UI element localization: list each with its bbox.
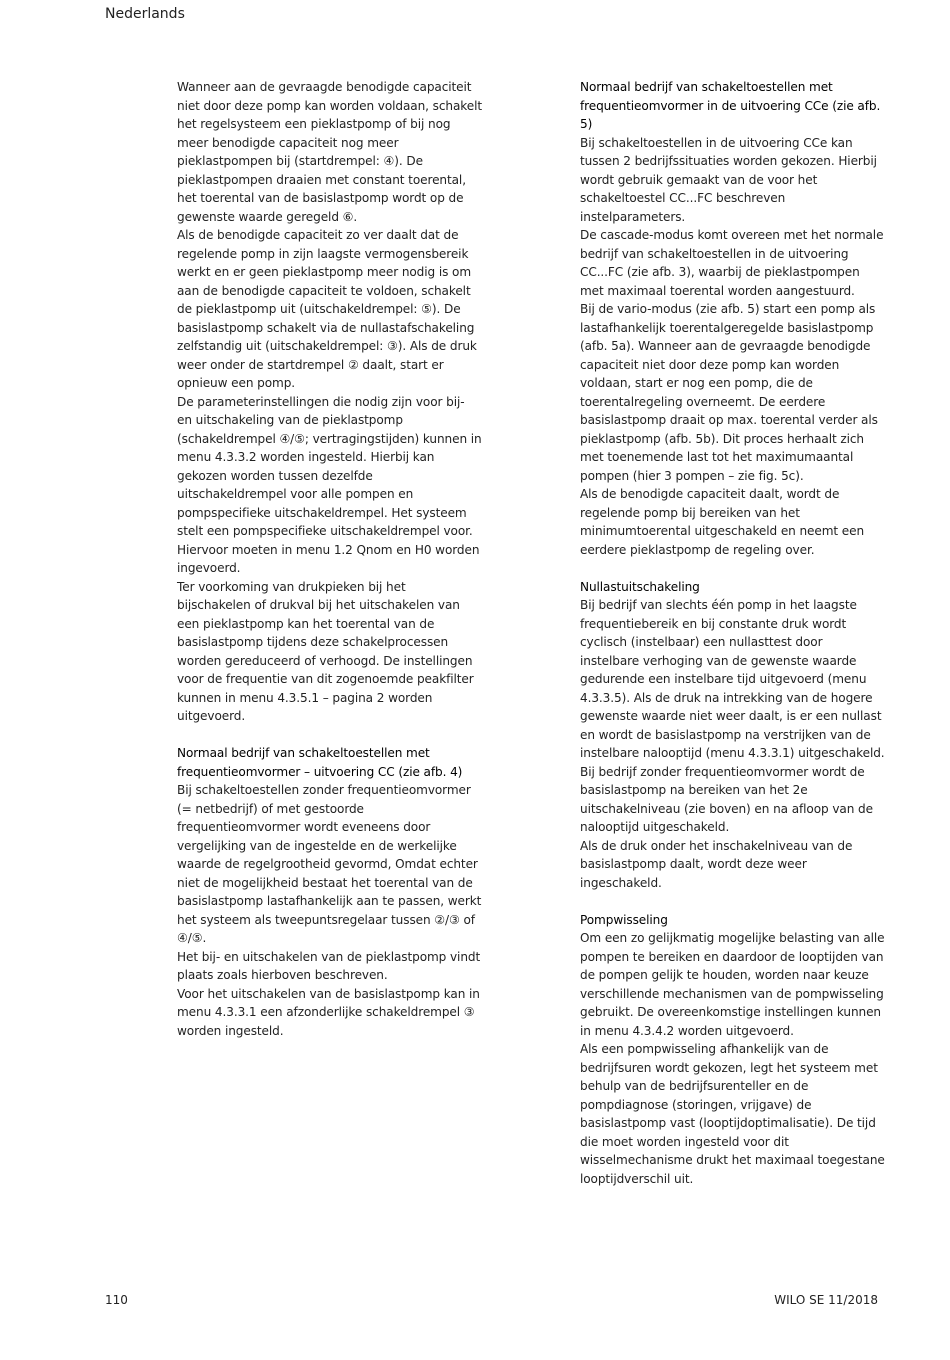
page-number: 110 [105,1293,128,1307]
paragraph: Bij de vario-modus (zie afb. 5) start een pomp als lastafhankelijk toerentalgeregelde basislastpomp (afb. 5a). Wanneer aan de gevraagde benodigde capaciteit niet door deze pomp kan worden voldaan, start er nog een pomp, die de toerentalregeling overneemt. De eerdere basislastpomp draait op max. toerental verder als pieklastpomp (afb. 5b). Dit proces herhaalt zich met toenemende last tot het maximumaantal pompen (hier 3 pompen – zie fig. 5c). [580,302,878,483]
paragraph: Bij bedrijf van slechts één pomp in het laagste frequentiebereik en bij constante druk wordt cyclisch (instelbaar) een nullasttest door instelbare verhoging van de gewenste waarde gedurende een instelbare tijd uitgevoerd (menu 4.3.3.5). Als de druk na intrekking van de hogere gewenste waarde niet weer daalt, is er een nullast en wordt de basislastpomp na verstrijken van de instelbare nalooptijd (menu 4.3.3.1) uitgeschakeld. [580,598,885,760]
document-reference: WILO SE 11/2018 [774,1293,878,1307]
paragraph: Als een pompwisseling afhankelijk van de bedrijfsuren wordt gekozen, legt het systeem met behulp van de bedrijfsurenteller en de pompdiagnose (storingen, vrijgave) de basislastpomp vast (looptijdoptimalisatie). De tijd die moet worden ingesteld voor dit wisselmechanisme drukt het maximaal toegestane looptijdverschil uit. [580,1042,885,1186]
paragraph: Bij schakeltoestellen in de uitvoering CCe kan tussen 2 bedrijfssituaties worden gekozen. Hierbij wordt gebruik gemaakt van de voor het schakeltoestel CC...FC beschreven instelparameters. [580,135,877,224]
section-heading: Nullastuitschakeling [580,579,700,594]
paragraph: Het bij- en uitschakelen van de pieklastpomp vindt plaats zoals hierboven beschreven. [177,949,481,982]
left-column [177,78,482,1040]
paragraph: Ter voorkoming van drukpieken bij het bijschakelen of drukval bij het uitschakelen van een pieklastpomp kan het toerental van de basislastpomp tijdens deze schakelprocessen worden gereduceerd of verhoogd. De instellingen voor de frequentie van dit zogenoemde peakfilter kunnen in menu 4.3.5.1 – pagina 2 worden uitgevoerd. [177,579,474,723]
section-heading: Normaal bedrijf van schakeltoestellen met frequentieomvormer – uitvoering CC (zie afb. 4) [177,746,463,779]
paragraph: De parameterinstellingen die nodig zijn voor bij- en uitschakeling van de pieklastpomp (schakeldrempel ④/⑤; vertragingstijden) kunnen in menu 4.3.3.2 worden ingesteld. Hierbij kan gekozen worden tussen dezelfde uitschakeldrempel voor alle pompen en pompspecifieke uitschakeldrempel. Het systeem stelt een pompspecifieke uitschakeldrempel voor. Hiervoor moeten in menu 1.2 Qnom en H0 worden ingevoerd. [177,394,482,575]
right-column [580,78,885,1188]
section-heading: Pompwisseling [580,912,668,927]
paragraph: Als de benodigde capaciteit zo ver daalt dat de regelende pomp in zijn laagste vermogensbereik werkt en er geen pieklastpomp meer nodig is om aan de benodigde capaciteit te voldoen, schakelt de pieklastpomp uit (uitschakeldrempel: ⑤). De basislastpomp schakelt via de nullastafschakeling zelfstandig uit (uitschakeldrempel: ③). Als de druk weer onder de startdrempel ② daalt, start er opnieuw een pomp. [177,228,477,390]
page-header-language: Nederlands [105,6,185,22]
section-heading: Normaal bedrijf van schakeltoestellen met frequentieomvormer in de uitvoering CCe (zie afb. 5) [580,80,881,131]
paragraph: Wanneer aan de gevraagde benodigde capaciteit niet door deze pomp kan worden voldaan, schakelt het regelsysteem een pieklastpomp of bij nog meer benodigde capaciteit nog meer pieklastpompen bij (startdrempel: ④). De pieklastpompen draaien met constant toerental, het toerental van de basislastpomp wordt op de gewenste waarde geregeld ⑥. [177,80,482,224]
spacer [580,559,885,578]
spacer [177,726,482,745]
paragraph: Om een zo gelijkmatig mogelijke belasting van alle pompen te bereiken en daardoor de looptijden van de pompen gelijk te houden, worden naar keuze verschillende mechanismen van de pompwisseling gebruikt. De overeenkomstige instellingen kunnen in menu 4.3.4.2 worden uitgevoerd. [580,931,885,1038]
paragraph: Bij schakeltoestellen zonder frequentieomvormer (= netbedrijf) of met gestoorde frequentieomvormer wordt eveneens door vergelijking van de ingestelde en de werkelijke waarde de regelgrootheid gevormd, Omdat echter niet de mogelijkheid bestaat het toerental van de basislastpomp lastafhankelijk aan te passen, werkt het systeem als tweepuntsregelaar tussen ②/③ of ④/⑤. [177,783,482,945]
paragraph: De cascade-modus komt overeen met het normale bedrijf van schakeltoestellen in de uitvoering CC...FC (zie afb. 3), waarbij de pieklastpompen met maximaal toerental worden aangestuurd. [580,228,884,298]
paragraph: Voor het uitschakelen van de basislastpomp kan in menu 4.3.3.1 een afzonderlijke schakeldrempel ③ worden ingesteld. [177,986,480,1038]
spacer [580,892,885,911]
paragraph: Als de druk onder het inschakelniveau van de basislastpomp daalt, wordt deze weer ingeschakeld. [580,838,853,890]
paragraph: Als de benodigde capaciteit daalt, wordt de regelende pomp bij bereiken van het minimumtoerental uitgeschakeld en neemt een eerdere pieklastpomp de regeling over. [580,487,865,557]
paragraph: Bij bedrijf zonder frequentieomvormer wordt de basislastpomp na bereiken van het 2e uitschakelniveau (zie boven) en na afloop van de nalooptijd uitgeschakeld. [580,764,873,834]
